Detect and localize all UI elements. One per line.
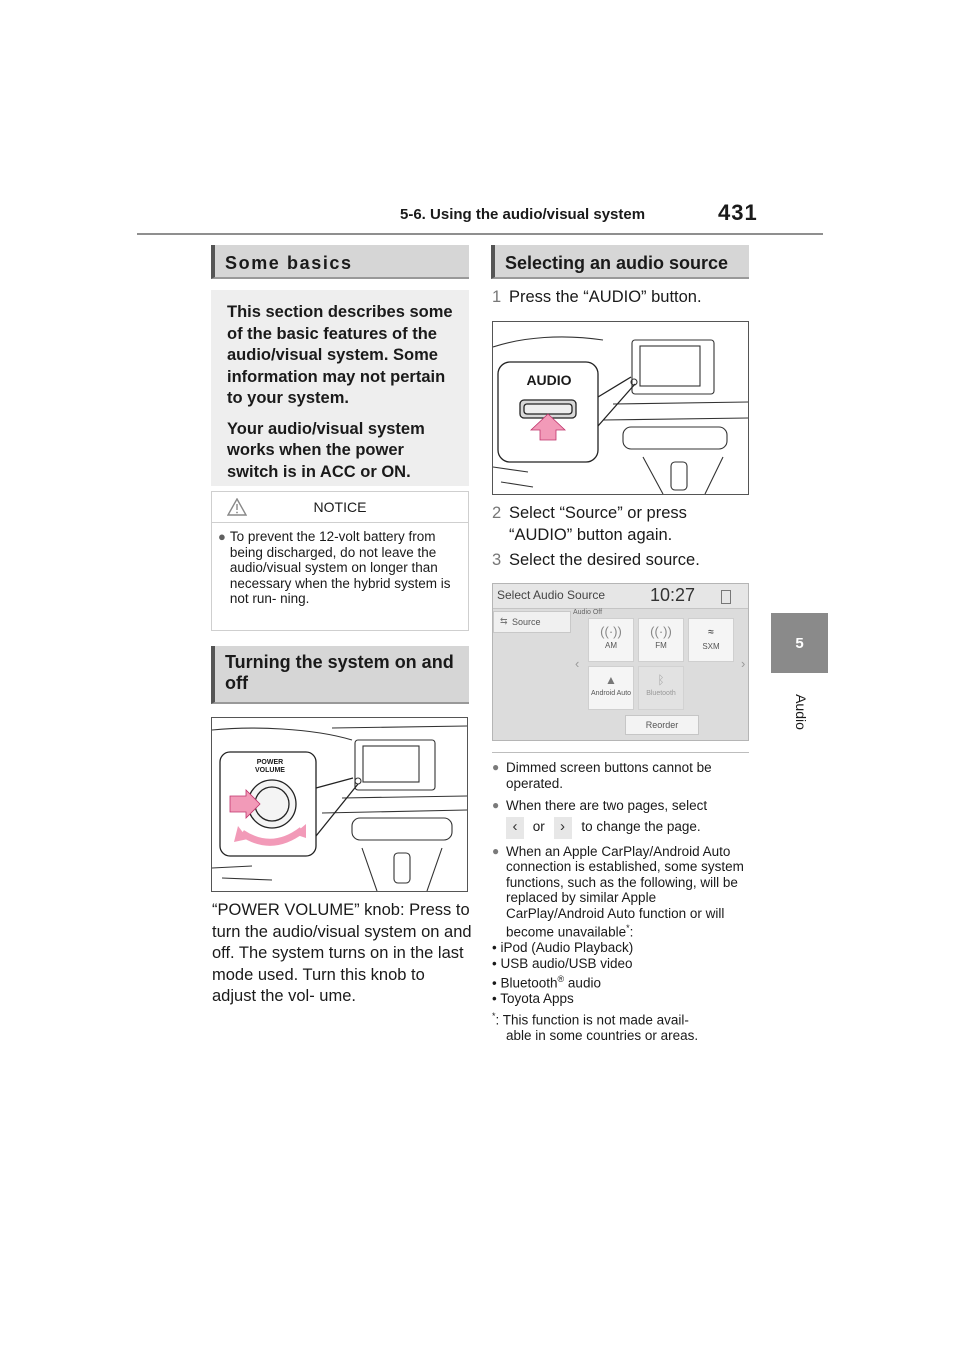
basics-intro-paragraph-1: This section describes some of the basic features of the audio/visual system. Some information may not pertain to your system. bbox=[227, 303, 453, 407]
footnote-star: * bbox=[492, 1010, 496, 1021]
signal-icon bbox=[721, 590, 731, 604]
note-two-pages bbox=[492, 798, 754, 814]
chapter-tab bbox=[771, 613, 828, 673]
some-basics-heading: Some basics bbox=[211, 245, 469, 279]
screen-title: Select Audio Source bbox=[497, 588, 606, 602]
power-volume-label: POWER VOLUME bbox=[255, 759, 285, 774]
dashboard-illustration bbox=[212, 718, 467, 891]
note-dimmed-text: Dimmed screen buttons cannot be operated. bbox=[506, 760, 712, 791]
bullet-icon: ● bbox=[218, 529, 226, 544]
list-item: • Bluetooth® audio bbox=[492, 973, 601, 991]
tile-android-auto-label: Android Auto bbox=[590, 690, 632, 697]
audio-button-label: AUDIO bbox=[526, 372, 572, 388]
list-item-text: USB audio/USB video bbox=[500, 955, 633, 971]
power-volume-description: “POWER VOLUME” knob: Press to turn the audio/visual system on and off. The system turns on in the last mode used. Turn this knob to adjust the vol- ume. bbox=[212, 901, 472, 1005]
turning-system-heading: Turning the system on and off bbox=[211, 646, 469, 704]
note-carplay-colon: : bbox=[629, 924, 634, 940]
audio-off-label: Audio Off bbox=[573, 609, 603, 616]
reorder-button[interactable]: Reorder bbox=[625, 715, 699, 735]
next-page-icon[interactable]: › bbox=[741, 656, 746, 671]
source-icon: ⇆ bbox=[500, 616, 508, 626]
chapter-number: 5 bbox=[795, 634, 804, 652]
list-item: • USB audio/USB video bbox=[492, 955, 633, 971]
chapter-label-text: Audio bbox=[793, 694, 809, 730]
tile-fm[interactable] bbox=[638, 618, 684, 662]
section-title: 5-6. Using the audio/visual system bbox=[400, 206, 646, 223]
step-1-number: 1 bbox=[492, 288, 502, 306]
source-tab[interactable] bbox=[493, 611, 571, 633]
note-two-pages-text: When there are two pages, select bbox=[506, 798, 708, 813]
notes-list bbox=[492, 760, 754, 1044]
step-3-text: Select the desired source. bbox=[509, 551, 700, 569]
step-3-number: 3 bbox=[492, 551, 502, 569]
tile-am-label: AM bbox=[605, 641, 617, 650]
bluetooth-icon: ᛒ bbox=[657, 673, 665, 687]
bullet-icon: ● bbox=[492, 798, 500, 812]
page-nav-line bbox=[492, 817, 754, 839]
tile-bluetooth bbox=[638, 666, 684, 710]
change-page-text: to change the page. bbox=[581, 819, 701, 835]
chevron-right-icon: › bbox=[554, 817, 572, 839]
chevron-left-icon: ‹ bbox=[506, 817, 524, 839]
footnote-line-2: able in some countries or areas. bbox=[506, 1027, 699, 1043]
power-volume-figure bbox=[211, 717, 468, 892]
radio-waves-icon: ((·)) bbox=[650, 624, 672, 639]
or-text: or bbox=[532, 819, 545, 835]
page-number: 431 bbox=[718, 200, 758, 225]
notice-box bbox=[211, 491, 469, 631]
step-1 bbox=[492, 286, 752, 308]
step-3 bbox=[492, 549, 752, 571]
list-item: • Toyota Apps bbox=[492, 990, 574, 1006]
tile-bluetooth-label: Bluetooth bbox=[646, 690, 676, 697]
step-2-text: Select “Source” or press “AUDIO” button again. bbox=[509, 504, 687, 544]
notes-divider bbox=[492, 752, 749, 753]
bullet-icon: ● bbox=[492, 760, 500, 774]
list-item-text: Toyota Apps bbox=[500, 990, 574, 1006]
step-1-text: Press the “AUDIO” button. bbox=[509, 288, 702, 306]
tile-android-auto[interactable] bbox=[588, 666, 634, 710]
audio-button-figure bbox=[492, 321, 749, 495]
basics-intro-paragraph-2: Your audio/visual system works when the power switch is in ACC or ON. bbox=[227, 419, 425, 481]
bullet-icon: ● bbox=[492, 843, 500, 858]
note-dimmed-buttons bbox=[492, 760, 754, 791]
list-item-text: Bluetooth bbox=[500, 975, 558, 991]
header-divider bbox=[137, 233, 823, 235]
notice-body bbox=[212, 523, 468, 607]
list-item-text: iPod (Audio Playback) bbox=[500, 940, 634, 955]
basics-intro-box bbox=[211, 290, 469, 486]
footnote-marker: * bbox=[626, 923, 630, 933]
selecting-audio-source-heading: Selecting an audio source bbox=[491, 245, 749, 279]
registered-mark: ® bbox=[557, 973, 565, 984]
chapter-label bbox=[777, 682, 825, 742]
tile-fm-label: FM bbox=[655, 641, 667, 650]
tile-sxm[interactable] bbox=[688, 618, 734, 662]
tile-sxm-label: SXM bbox=[702, 642, 720, 651]
dashboard-audio-illustration bbox=[493, 322, 748, 494]
warning-triangle-icon bbox=[227, 498, 247, 516]
android-auto-icon: ▲ bbox=[605, 673, 617, 687]
audio-source-screen bbox=[492, 583, 749, 741]
tile-am[interactable] bbox=[588, 618, 634, 662]
notice-title: NOTICE bbox=[313, 499, 367, 515]
footnote bbox=[492, 1009, 754, 1044]
step-2 bbox=[492, 502, 752, 546]
radio-waves-icon: ((·)) bbox=[600, 624, 622, 639]
notice-text: To prevent the 12-volt battery from being discharged, do not leave the audio/visual system on longer than necessary when the hybrid system is not run- ning. bbox=[229, 529, 451, 606]
prev-page-icon[interactable]: ‹ bbox=[575, 656, 580, 671]
footnote-line-1: : This function is not made avail- bbox=[495, 1012, 689, 1028]
step-2-number: 2 bbox=[492, 504, 502, 522]
satellite-icon: ≈ bbox=[708, 627, 714, 638]
note-carplay-text: When an Apple CarPlay/Android Auto connection is established, some system functions, such as the following, will be replaced by similar Apple CarPlay/Android Auto function or will become unavailable bbox=[506, 843, 744, 940]
unavailable-functions-list bbox=[492, 940, 754, 1007]
note-carplay bbox=[492, 844, 754, 941]
bluetooth-audio-suffix: audio bbox=[564, 975, 601, 991]
list-item: • iPod (Audio Playback) bbox=[492, 940, 634, 955]
screen-clock: 10:27 bbox=[650, 585, 696, 605]
source-tab-label: Source bbox=[512, 617, 541, 627]
notice-header bbox=[212, 492, 468, 523]
